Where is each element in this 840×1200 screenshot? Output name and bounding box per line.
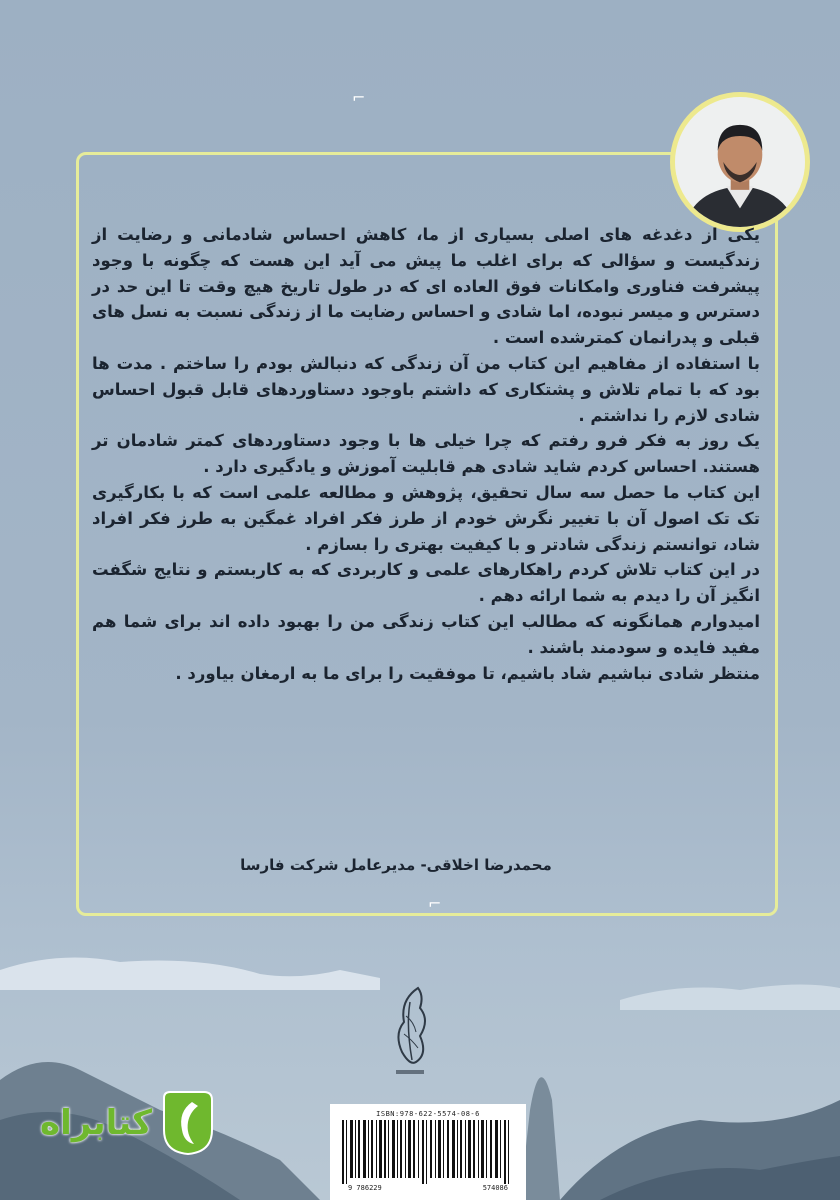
ketabrah-watermark[interactable] [40, 1090, 220, 1156]
paragraph: منتظر شادی نباشیم شاد باشیم، تا موفقیت را برای ما به ارمغان بیاورد . [175, 663, 760, 683]
isbn-barcode [330, 1104, 526, 1200]
paragraph: در این کتاب تلاش کردم راهکارهای علمی و کاربردی که به کاربستم و نتایج شگفت انگیز آن را دیدم به شما ارائه دهم . [92, 560, 760, 606]
author-signature: محمدرضا اخلاقی- مدیرعامل شرکت فارسا [240, 856, 552, 874]
publisher-logo [380, 982, 440, 1078]
barcode-lines-icon [338, 1120, 518, 1184]
back-cover-text [92, 222, 760, 686]
author-photo [670, 92, 810, 232]
barcode-digits-left: 9 786229 [348, 1184, 382, 1192]
author-photo-icon [675, 97, 805, 227]
isbn-label: ISBN:978-622-5574-08-6 [376, 1110, 480, 1118]
bird-decoration-icon: ⌐ [352, 88, 366, 107]
bird-decoration-icon: ⌐ [428, 894, 442, 913]
paragraph: این کتاب ما حصل سه سال تحقیق، پژوهش و مطالعه علمی است که با بکارگیری تک تک اصول آن با تغییر نگرش خودم از طرز فکر افراد غمگین به طرز فکر افراد شاد، توانستم زندگی شادتر و با کیفیت بهتری را بسازم . [92, 482, 760, 554]
publisher-feather-logo-icon [380, 982, 440, 1078]
paragraph: یکی از دغدغه های اصلی بسیاری از ما، کاهش احساس شادمانی و رضایت از زندگیست و سؤالی که برای اغلب ما پیش می آید این هست که چگونه با وجود پیشرفت فناوری وامکانات فوق العاده ای که در طول تاریخ هیچ وقت تا این حد در دسترس و میسر نبوده، اما شادی و احساس رضایت ما از زندگی نسبت به نسل های قبلی و پدرانمان کمترشده است . [92, 225, 760, 348]
paragraph: با استفاده از مفاهیم این کتاب من آن زندگی که دنبالش بودم را ساختم . مدت ها بود که با تمام تلاش و پشتکاری که داشتم باوجود دستاوردهای قابل قبول احساس شادی لازم را نداشتم . [92, 353, 760, 425]
watermark-label: کتابراه [40, 1103, 153, 1143]
barcode-digits-right: 574086 [482, 1184, 508, 1192]
paragraph: یک روز به فکر فرو رفتم که چرا خیلی ها با وجود دستاوردهای کمتر شادمان تر هستند. احساس کردم شاید شادی هم قابلیت آموزش و یادگیری دارد . [92, 431, 760, 477]
ketabrah-logo-icon [158, 1090, 216, 1156]
paragraph: امیدوارم همانگونه که مطالب این کتاب زندگی من را بهبود داده اند برای شما هم مفید فایده و سودمند باشند . [92, 611, 760, 657]
